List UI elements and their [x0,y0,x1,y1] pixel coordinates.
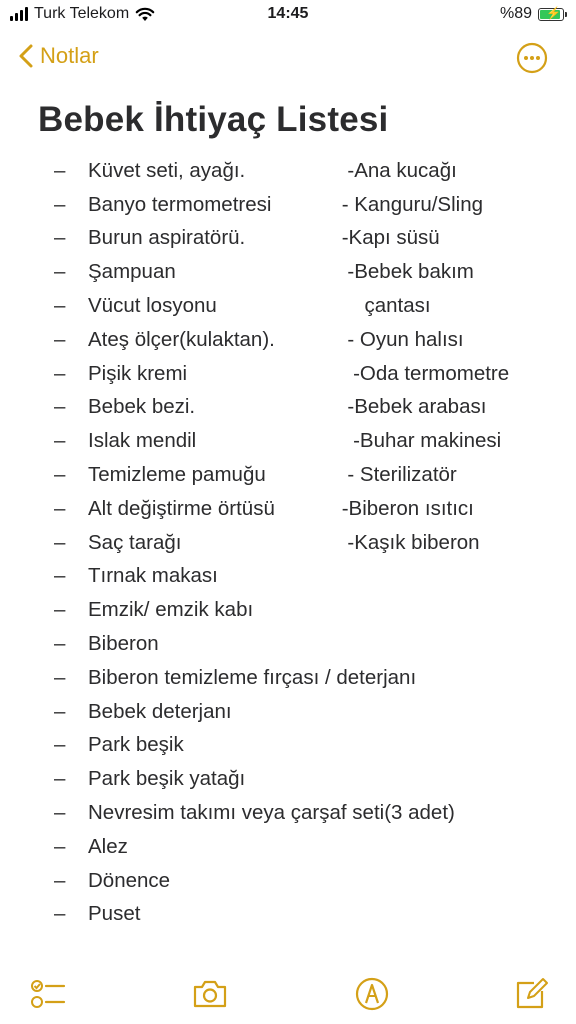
list-item-text: Bebek bezi. [88,395,196,419]
list-bullet-dash: – [54,699,66,723]
battery-percent: %89 [499,5,532,22]
list-item[interactable] [54,898,455,932]
list-item-text: Alt değiştirme örtüsü [88,496,275,520]
list-item-text: Dönence [88,868,171,892]
list-item[interactable] [54,762,455,796]
list-item-right[interactable]: -Buhar makinesi [336,429,502,453]
list-bullet-dash: – [54,530,66,554]
charging-bolt-icon: ⚡ [546,5,561,20]
compose-button[interactable] [512,976,552,1012]
list-item-right[interactable]: -Bebek bakım [336,260,474,284]
compose-icon [512,976,552,1012]
list-bullet-dash: – [54,665,66,689]
list-item-text: Nevresim takımı veya çarşaf seti(3 adet) [88,801,455,825]
list-item-text: Biberon [88,632,159,656]
list-item-right[interactable]: - Oyun halısı [336,327,464,351]
camera-icon [190,976,230,1012]
list-item[interactable] [54,593,455,627]
list-item[interactable] [54,695,455,729]
carrier-name: Turk Telekom [34,5,130,22]
list-bullet-dash: – [54,632,66,656]
list-bullet-dash: – [54,496,66,520]
list-item[interactable] [54,627,455,661]
list-bullet-dash: – [54,463,66,487]
status-bar-right [500,5,564,23]
list-bullet-dash: – [54,192,66,216]
nav-bar [0,40,576,80]
list-bullet-dash: – [54,158,66,182]
list-bullet-dash: – [54,294,66,318]
list-bullet-dash: – [54,564,66,588]
list-bullet-dash: – [54,226,66,250]
list-item-right[interactable]: çantası [336,294,431,318]
status-time: 14:45 [267,5,309,22]
list-item-text: Puset [88,902,141,926]
list-item-right[interactable]: -Bebek arabası [336,395,487,419]
battery-cap [565,12,567,17]
list-bullet-dash: – [54,598,66,622]
list-item-text: Pişik kremi [88,361,188,385]
list-item-right[interactable]: -Oda termometre [336,361,510,385]
more-options-button[interactable] [516,42,548,74]
list-bullet-dash: – [54,260,66,284]
list-item-text: Küvet seti, ayağı. [88,158,246,182]
back-button-label: Notlar [40,43,99,68]
ellipsis-circle-icon [516,42,548,74]
camera-button[interactable] [190,976,230,1012]
list-bullet-dash: – [54,733,66,757]
list-item[interactable] [54,830,455,864]
list-item-text: Bebek deterjanı [88,699,232,723]
list-item-text: Emzik/ emzik kabı [88,598,254,622]
list-item[interactable] [54,729,455,763]
chevron-left-icon [14,42,40,70]
list-item-text: Banyo termometresi [88,192,272,216]
list-item-right[interactable]: -Kapı süsü [336,226,440,250]
list-bullet-dash: – [54,868,66,892]
list-item[interactable] [54,661,455,695]
checklist-icon [28,976,68,1012]
battery-icon [538,5,564,21]
list-bullet-dash: – [54,327,66,351]
list-item-text: Saç tarağı [88,530,182,554]
list-item-text: Biberon temizleme fırçası / deterjanı [88,665,417,689]
list-item-text: Park beşik [88,733,184,757]
list-item[interactable] [54,796,455,830]
list-item-text: Vücut losyonu [88,294,217,318]
list-item[interactable] [54,560,455,594]
list-bullet-dash: – [54,902,66,926]
markup-button[interactable] [352,976,392,1012]
list-item-right[interactable]: - Sterilizatör [336,463,457,487]
markup-pen-icon [352,976,392,1012]
list-bullet-dash: – [54,767,66,791]
list-bullet-dash: – [54,395,66,419]
list-bullet-dash: – [54,834,66,858]
status-bar [0,0,576,30]
list-item-text: Park beşik yatağı [88,767,246,791]
list-bullet-dash: – [54,801,66,825]
back-button[interactable] [14,42,99,70]
list-item-text: Alez [88,834,128,858]
list-bullet-dash: – [54,361,66,385]
list-item-text: Şampuan [88,260,176,284]
list-item[interactable] [54,864,455,898]
list-item-right[interactable]: - Kanguru/Sling [336,192,484,216]
list-item-text: Tırnak makası [88,564,218,588]
list-bullet-dash: – [54,429,66,453]
checklist-button[interactable] [28,976,68,1012]
list-item-text: Ateş ölçer(kulaktan). [88,327,275,351]
bottom-toolbar [0,970,576,1020]
note-list-right[interactable] [336,154,509,560]
list-item-right[interactable]: -Biberon ısıtıcı [336,496,474,520]
list-item-text: Temizleme pamuğu [88,463,266,487]
list-item-right[interactable]: -Ana kucağı [336,158,457,182]
list-item-text: Burun aspiratörü. [88,226,246,250]
list-item-right[interactable]: -Kaşık biberon [336,530,480,554]
list-item-text: Islak mendil [88,429,197,453]
note-title[interactable]: Bebek İhtiyaç Listesi [38,100,389,139]
